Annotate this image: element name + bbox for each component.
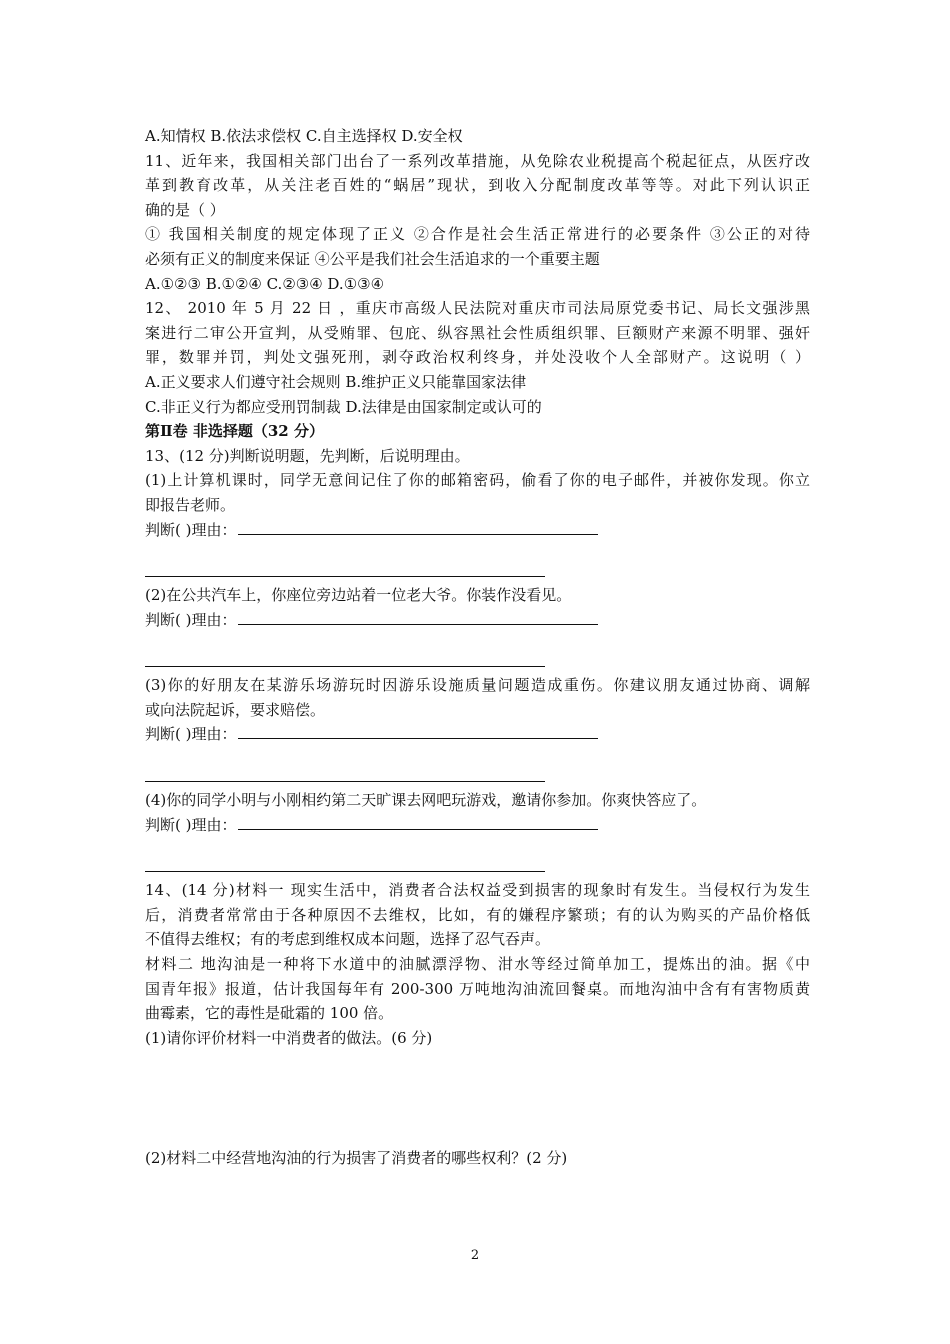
exam-page — [145, 124, 810, 1171]
judge-label: 判断( )理由： — [145, 815, 237, 834]
question-13 — [145, 444, 810, 879]
answer-blank[interactable] — [145, 837, 810, 878]
answer-blank[interactable] — [145, 542, 810, 583]
q14-line: 国青年报》报道，估计我国每年有 200-300 万吨地沟油流回餐桌。而地沟油中含有有害物质黄 — [145, 979, 810, 998]
q13-item-1-line: 即报告老师。 — [145, 495, 236, 514]
q13-judge-row — [145, 518, 810, 543]
q13-judge-row — [145, 813, 810, 838]
q13-intro: 13、(12 分)判断说明题，先判断，后说明理由。 — [145, 446, 470, 465]
q12-line: 罪，数罪并罚，判处文强死刑，剥夺政治权利终身，并处没收个人全部财产。这说明（ ） — [145, 348, 810, 367]
q14-line: 后，消费者常常由于各种原因不去维权，比如，有的嫌程序繁琐；有的认为购买的产品价格低 — [145, 905, 810, 924]
q12-line: 案进行二审公开宣判，从受贿罪、包庇、纵容黑社会性质组织罪、巨额财产来源不明罪、强奸 — [145, 323, 810, 342]
page-number: 2 — [470, 1248, 480, 1263]
answer-line[interactable] — [238, 519, 598, 535]
q13-item-3-line: (3)你的好朋友在某游乐场游玩时因游乐设施质量问题造成重伤。你建议朋友通过协商、调解 — [145, 676, 810, 695]
q14-line: 不值得去维权；有的考虑到维权成本问题，选择了忍气吞声。 — [145, 930, 551, 949]
answer-line[interactable] — [238, 609, 598, 625]
q11-line: 革到教育改革，从关注老百姓的“蜗居”现状，到收入分配制度改革等等。对此下列认识正 — [145, 176, 810, 195]
q14-sub-2: (2)材料二中经营地沟油的行为损害了消费者的哪些权利？(2 分) — [145, 1149, 568, 1168]
q10-options: A.知情权 B.依法求偿权 C.自主选择权 D.安全权 — [145, 127, 463, 145]
q12-line: 12、 2010 年 5 月 22 日 ，重庆市高级人民法院对重庆市司法局原党委书记、局长文强涉黑 — [145, 299, 810, 318]
answer-blank[interactable] — [145, 747, 810, 788]
question-12 — [145, 296, 810, 419]
q13-judge-row — [145, 722, 810, 747]
q11-line: 11、近年来，我国相关部门出台了一系列改革措施，从免除农业税提高个税起征点，从医疗改 — [145, 151, 810, 170]
q11-line: 必须有正义的制度来保证 ④公平是我们社会生活追求的一个重要主题 — [145, 249, 600, 268]
q14-line: 14、(14 分)材料一 现实生活中，消费者合法权益受到损害的现象时有发生。当侵权行为发生 — [145, 881, 810, 900]
answer-blank[interactable] — [145, 632, 810, 673]
q11-line: ① 我国相关制度的规定体现了正义 ②合作是社会生活正常进行的必要条件 ③公正的对待 — [145, 225, 810, 244]
judge-label: 判断( )理由： — [145, 725, 237, 744]
question-11 — [145, 149, 810, 297]
answer-line — [145, 871, 545, 872]
answer-space[interactable] — [145, 1050, 810, 1146]
q13-item-2-line: (2)在公共汽车上，你座位旁边站着一位老大爷。你装作没看见。 — [145, 586, 572, 605]
section-2-title: 第Ⅱ卷 非选择题（32 分） — [145, 422, 324, 441]
q12-option-line: A.正义要求人们遵守社会规则 B.维护正义只能靠国家法律 — [145, 372, 527, 391]
answer-line — [145, 666, 545, 667]
q13-judge-row — [145, 608, 810, 633]
question-14 — [145, 878, 810, 1171]
answer-line — [145, 781, 545, 782]
q11-line: 确的是（ ） — [145, 200, 225, 219]
answer-line[interactable] — [238, 723, 598, 739]
q13-item-4-line: (4)你的同学小明与小刚相约第二天旷课去网吧玩游戏，邀请你参加。你爽快答应了。 — [145, 791, 707, 810]
q14-line: 曲霉素，它的毒性是砒霜的 100 倍。 — [145, 1004, 394, 1023]
q13-item-3-line: 或向法院起诉，要求赔偿。 — [145, 700, 326, 719]
judge-label: 判断( )理由： — [145, 520, 237, 539]
answer-line — [145, 576, 545, 577]
q13-item-1-line: (1)上计算机课时，同学无意间记住了你的邮箱密码，偷看了你的电子邮件，并被你发现。你立 — [145, 471, 810, 490]
judge-label: 判断( )理由： — [145, 610, 237, 629]
q14-line: 材料二 地沟油是一种将下水道中的油腻漂浮物、泔水等经过简单加工，提炼出的油。据《中 — [145, 955, 810, 974]
q12-option-line: C.非正义行为都应受刑罚制裁 D.法律是由国家制定或认可的 — [145, 397, 542, 416]
answer-line[interactable] — [238, 814, 598, 830]
q11-options: A.①②③ B.①②④ C.②③④ D.①③④ — [145, 274, 385, 293]
q14-sub-1: (1)请你评价材料一中消费者的做法。(6 分) — [145, 1028, 433, 1047]
